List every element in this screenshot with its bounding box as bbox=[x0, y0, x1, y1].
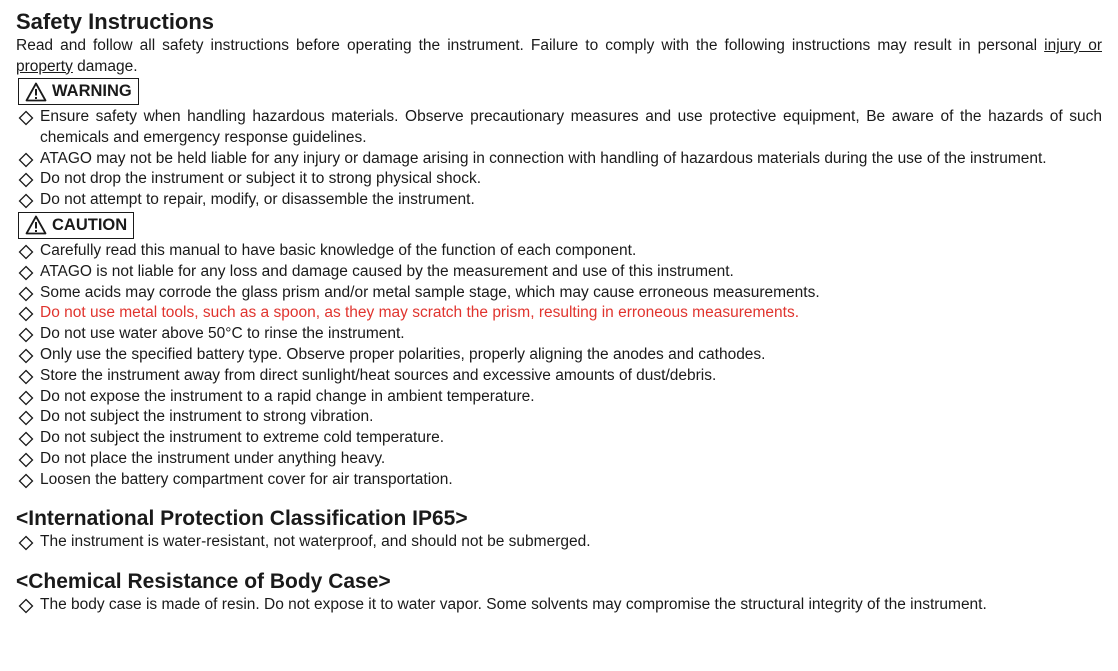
ip65-heading: <International Protection Classification IP65> bbox=[16, 506, 468, 530]
list-item: Do not subject the instrument to extreme cold temperature. bbox=[16, 428, 1102, 449]
warning-label: WARNING bbox=[52, 82, 132, 100]
intro-paragraph bbox=[16, 36, 1102, 77]
caution-triangle-icon bbox=[25, 215, 47, 235]
diamond-bullet-icon bbox=[18, 306, 34, 322]
diamond-bullet-icon bbox=[18, 390, 34, 406]
list-item: ATAGO is not liable for any loss and damage caused by the measurement and use of this instrument. bbox=[16, 262, 1102, 283]
diamond-bullet-icon bbox=[18, 244, 34, 260]
warning-label-box bbox=[18, 78, 139, 105]
intro-text-1: Read and follow all safety instructions before operating the instrument. Failure to comply with the following instructions may result in personal bbox=[16, 37, 1045, 54]
list-item: Do not place the instrument under anything heavy. bbox=[16, 449, 1102, 470]
intro-text-2: damage. bbox=[72, 57, 138, 75]
list-item: Ensure safety when handling hazardous materials. Observe precautionary measures and use protective equipment, Be aware of the hazards of such chemicals and emergency response guidelines. bbox=[16, 107, 1102, 149]
caution-label-box bbox=[18, 212, 134, 239]
diamond-bullet-icon bbox=[18, 431, 34, 447]
diamond-bullet-icon bbox=[18, 110, 34, 126]
diamond-bullet-icon bbox=[18, 535, 34, 551]
list-item: Some acids may corrode the glass prism and/or metal sample stage, which may cause erroneous measurements. bbox=[16, 283, 1102, 304]
list-item: The instrument is water-resistant, not waterproof, and should not be submerged. bbox=[16, 532, 1102, 553]
list-item: Do not subject the instrument to strong vibration. bbox=[16, 407, 1102, 428]
diamond-bullet-icon bbox=[18, 598, 34, 614]
list-item: Loosen the battery compartment cover for air transportation. bbox=[16, 470, 1102, 491]
diamond-bullet-icon bbox=[18, 193, 34, 209]
diamond-bullet-icon bbox=[18, 152, 34, 168]
diamond-bullet-icon bbox=[18, 327, 34, 343]
diamond-bullet-icon bbox=[18, 369, 34, 385]
list-item: Do not drop the instrument or subject it to strong physical shock. bbox=[16, 169, 1102, 190]
diamond-bullet-icon bbox=[18, 348, 34, 364]
caution-list bbox=[16, 241, 1102, 491]
list-item: The body case is made of resin. Do not expose it to water vapor. Some solvents may compromise the structural integrity of the instrument. bbox=[16, 595, 1102, 616]
page-title: Safety Instructions bbox=[16, 9, 215, 34]
warning-list bbox=[16, 107, 1102, 211]
list-item: Do not use water above 50°C to rinse the instrument. bbox=[16, 324, 1102, 345]
diamond-bullet-icon bbox=[18, 473, 34, 489]
caution-label: CAUTION bbox=[52, 215, 128, 234]
diamond-bullet-icon bbox=[18, 410, 34, 426]
chemical-heading: <Chemical Resistance of Body Case> bbox=[16, 570, 391, 594]
chemical-list bbox=[16, 595, 1102, 616]
warning-triangle-icon bbox=[25, 82, 47, 102]
diamond-bullet-icon bbox=[18, 172, 34, 188]
intro-text-underlined: injury or property bbox=[16, 37, 1102, 75]
list-item: Carefully read this manual to have basic knowledge of the function of each component. bbox=[16, 241, 1102, 262]
ip65-list bbox=[16, 532, 1102, 553]
diamond-bullet-icon bbox=[18, 265, 34, 281]
list-item-highlighted: Do not use metal tools, such as a spoon, as they may scratch the prism, resulting in erroneous measurements. bbox=[16, 303, 1102, 324]
list-item: Only use the specified battery type. Observe proper polarities, properly aligning the anodes and cathodes. bbox=[16, 345, 1102, 366]
list-item: Store the instrument away from direct sunlight/heat sources and excessive amounts of dust/debris. bbox=[16, 366, 1102, 387]
list-item: Do not expose the instrument to a rapid change in ambient temperature. bbox=[16, 387, 1102, 408]
diamond-bullet-icon bbox=[18, 286, 34, 302]
spacer bbox=[16, 491, 1102, 506]
list-item: ATAGO may not be held liable for any injury or damage arising in connection with handling of hazardous materials during the use of the instrument. bbox=[16, 149, 1102, 170]
spacer bbox=[16, 552, 1102, 569]
diamond-bullet-icon bbox=[18, 452, 34, 468]
list-item: Do not attempt to repair, modify, or disassemble the instrument. bbox=[16, 190, 1102, 211]
